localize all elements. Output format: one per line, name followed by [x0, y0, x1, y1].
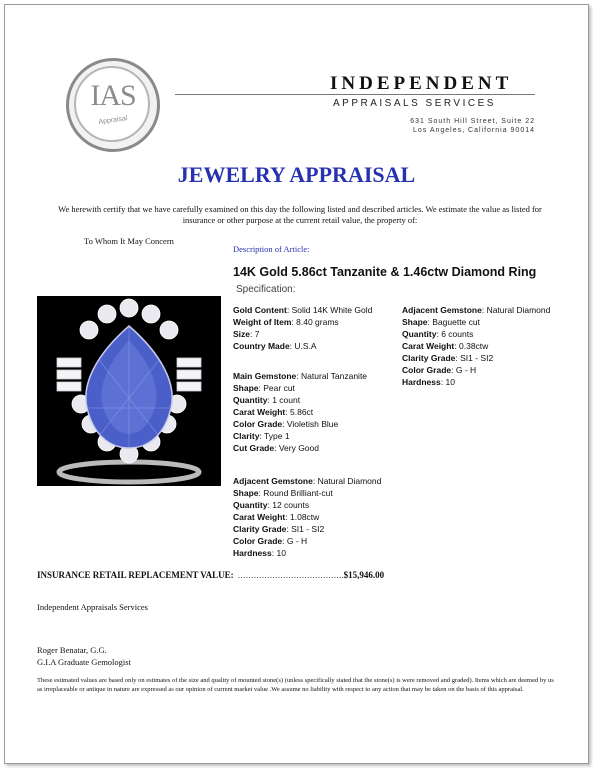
spec-row: Clarity Grade: SI1 - SI2 [402, 353, 494, 363]
appraiser-title: G.I.A Graduate Gemologist [37, 657, 131, 667]
spec-row: Weight of Item: 8.40 grams [233, 317, 339, 327]
spec-row: Shape: Round Brilliant-cut [233, 488, 333, 498]
description-label: Description of Article: [233, 244, 310, 254]
spec-value: Violetish Blue [286, 419, 339, 429]
spec-row: Adjacent Gemstone: Natural Diamond [402, 305, 551, 315]
spec-row: Color Grade: G - H [402, 365, 477, 375]
spec-row: Clarity: Type 1 [233, 431, 290, 441]
spec-value: 7 [254, 329, 260, 339]
certification-intro: We herewith certify that we have carefully examined on this day the following listed and described articles. We estimate the value as listed for insurance or other purpose at the current retail value, the property of: [58, 204, 542, 225]
spec-value: Pear cut [263, 383, 295, 393]
spec-value: SI1 - SI2 [460, 353, 494, 363]
spec-row: Quantity: 6 counts [402, 329, 474, 339]
spec-label: Clarity Grade [233, 524, 287, 534]
spec-label: Carat Weight [233, 512, 286, 522]
logo-letters: IAS [90, 79, 136, 112]
spec-value: 5.86ct [290, 407, 314, 417]
specification-label: Specification: [236, 284, 296, 295]
owner-line: To Whom It May Concern [84, 236, 174, 246]
spec-label: Carat Weight [233, 407, 286, 417]
spec-value: 8.40 grams [296, 317, 339, 327]
spec-label: Shape [233, 488, 259, 498]
insurance-label: INSURANCE RETAIL REPLACEMENT VALUE: [37, 570, 234, 580]
spec-label: Quantity [233, 500, 268, 510]
spec-row: Hardness: 10 [233, 548, 286, 558]
insurance-leader-dots: …………………………………. [237, 571, 344, 580]
spec-value: Round Brilliant-cut [263, 488, 333, 498]
spec-label: Gold Content [233, 305, 287, 315]
spec-label: Main Gemstone [233, 371, 297, 381]
spec-label: Weight of Item [233, 317, 292, 327]
spec-row: Color Grade: G - H [233, 536, 308, 546]
header-rule [175, 94, 535, 95]
spec-value: Type 1 [264, 431, 290, 441]
appraiser-name: Roger Benatar, G.G. [37, 645, 107, 655]
spec-label: Country Made [233, 341, 290, 351]
spec-value: G - H [286, 536, 308, 546]
spec-label: Adjacent Gemstone [233, 476, 313, 486]
address-line-2: Los Angeles, California 90014 [412, 127, 535, 134]
spec-label: Hardness [233, 548, 272, 558]
spec-value: Solid 14K White Gold [291, 305, 373, 315]
spec-row: Hardness: 10 [402, 377, 455, 387]
spec-label: Clarity Grade [402, 353, 456, 363]
spec-row: Carat Weight: 5.86ct [233, 407, 314, 417]
spec-row: Color Grade: Violetish Blue [233, 419, 339, 429]
spec-row: Country Made: U.S.A [233, 341, 317, 351]
general-specs [233, 304, 372, 352]
spec-label: Color Grade [233, 536, 283, 546]
spec-row: Quantity: 1 count [233, 395, 301, 405]
spec-row: Shape: Baguette cut [402, 317, 480, 327]
spec-value: 0.38ctw [459, 341, 489, 351]
disclaimer-text: These estimated values are based only on estimates of the size and quality of mounted stone(s) (unless specifically stated that the stone(s) is were removed and graded). Items which are deemed by us as irreplaceable or antique in nature are expressed as our opinion of current market value .We assume no liability with respect to any action that may be taken on the basis of this appraisal. [37, 677, 554, 693]
spec-value: Natural Tanzanite [301, 371, 368, 381]
spec-row: Clarity Grade: SI1 - SI2 [233, 524, 325, 534]
spec-label: Cut Grade [233, 443, 275, 453]
main-gemstone-specs [233, 370, 367, 454]
insurance-value-line [37, 570, 384, 580]
spec-value: 1 count [272, 395, 301, 405]
spec-value: 12 counts [272, 500, 310, 510]
ring-illustration [37, 296, 221, 486]
spec-row: Adjacent Gemstone: Natural Diamond [233, 476, 382, 486]
ias-logo [66, 58, 160, 152]
spec-label: Quantity [233, 395, 268, 405]
spec-label: Adjacent Gemstone [402, 305, 482, 315]
spec-value: Very Good [278, 443, 319, 453]
spec-value: 6 counts [441, 329, 474, 339]
company-subtitle: APPRAISALS SERVICES [333, 98, 496, 109]
spec-row: Carat Weight: 0.38ctw [402, 341, 489, 351]
spec-label: Carat Weight [402, 341, 455, 351]
spec-row: Carat Weight: 1.08ctw [233, 512, 320, 522]
spec-value: 10 [445, 377, 455, 387]
address-line-1: 631 South Hill Street, Suite 22 [410, 118, 535, 125]
spec-value: Baguette cut [432, 317, 480, 327]
spec-value: SI1 - SI2 [291, 524, 325, 534]
spec-label: Color Grade [402, 365, 452, 375]
spec-row: Shape: Pear cut [233, 383, 295, 393]
spec-value: Natural Diamond [317, 476, 382, 486]
spec-label: Size [233, 329, 251, 339]
spec-label: Shape [402, 317, 428, 327]
company-footer: Independent Appraisals Services [37, 602, 148, 612]
logo-subtext: Appraisal [98, 115, 128, 126]
spec-label: Shape [233, 383, 259, 393]
adjacent-baguette-specs [402, 304, 550, 388]
spec-label: Clarity [233, 431, 260, 441]
spec-row: Size: 7 [233, 329, 260, 339]
insurance-value: $15,946.00 [343, 570, 385, 580]
company-name: INDEPENDENT [330, 73, 513, 94]
spec-value: 1.08ctw [290, 512, 320, 522]
spec-label: Quantity [402, 329, 437, 339]
item-title: 14K Gold 5.86ct Tanzanite & 1.46ctw Diamond Ring [233, 265, 537, 279]
spec-value: 10 [276, 548, 286, 558]
spec-value: G - H [455, 365, 477, 375]
spec-row: Main Gemstone: Natural Tanzanite [233, 371, 368, 381]
spec-row: Cut Grade: Very Good [233, 443, 319, 453]
adjacent-round-specs [233, 475, 381, 559]
spec-label: Color Grade [233, 419, 283, 429]
document-title: JEWELRY APPRAISAL [177, 162, 416, 187]
spec-row: Gold Content: Solid 14K White Gold [233, 305, 373, 315]
spec-value: U.S.A [294, 341, 317, 351]
spec-label: Hardness [402, 377, 441, 387]
ring-photo [37, 296, 221, 486]
spec-row: Quantity: 12 counts [233, 500, 310, 510]
spec-value: Natural Diamond [486, 305, 551, 315]
